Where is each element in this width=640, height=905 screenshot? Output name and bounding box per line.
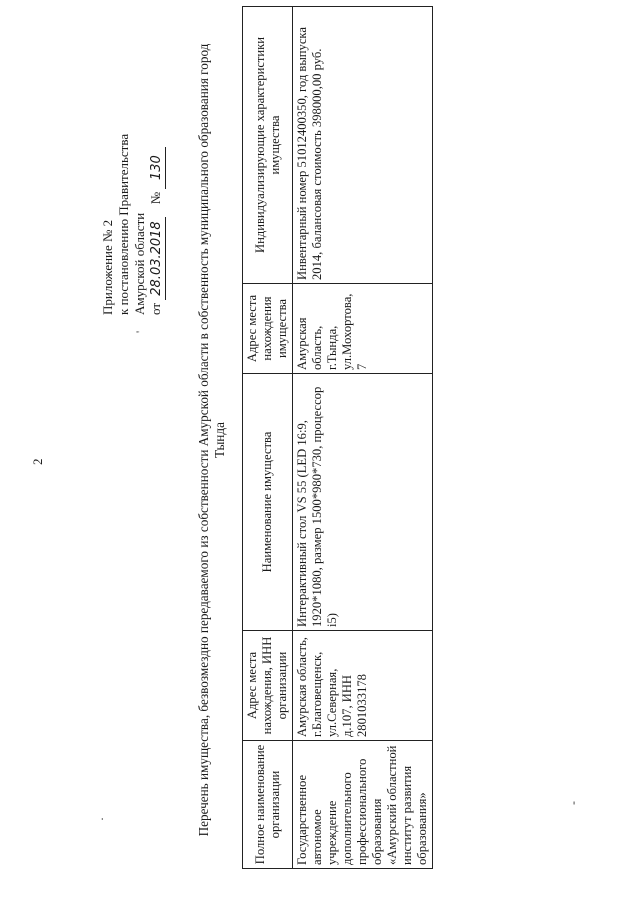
table-row [293,7,433,869]
table-header-row [243,7,293,869]
cell-asset-address: Амурская область, г.Тында, ул.Мохортова, 7 [293,284,433,374]
cell-asset-name: Интерактивный стол VS 55 (LED 16:9, 1920*1080, размер 1500*980*730, процессор i5) [293,374,433,631]
stray-mark: ' [133,330,147,333]
appendix-line-1: Приложение № 2 [100,219,115,315]
header-org-address: Адрес места нахождения, ИНН организации [243,631,293,741]
handwritten-date: 28.03.2018 [149,217,166,299]
stray-mark: · [95,817,109,821]
header-asset-address: Адрес места нахождения имущества [243,284,293,374]
document-title [196,0,228,885]
appendix-header [100,55,166,315]
cell-characteristics: Инвентарный номер 51012400350, год выпуска 2014, балансовая стоимость 398000,00 руб. [293,7,433,284]
appendix-date-line [148,55,166,315]
header-org-name: Полное наименование организации [243,741,293,869]
stray-mark: - [566,801,580,805]
handwritten-number: 130 [149,147,166,189]
appendix-line-2: к постановлению Правительства [116,133,131,315]
number-prefix: № [148,191,163,205]
date-prefix: от [148,302,163,315]
header-characteristics: Индивидуализирующие характеристики имущества [243,7,293,284]
cell-org-address: Амурская область, г.Благовещенск, ул.Северная, д.107, ИНН 2801033178 [293,631,433,741]
title-line-2: Тында [212,422,227,458]
page-number: 2 [30,458,45,465]
cell-org-name: Государственное автономое учреждение дополнительного профессионального образования «Амурский областной институт развития образования» [293,741,433,869]
header-asset-name: Наименование имущества [243,374,293,631]
appendix-line-3: Амурской области [132,212,147,315]
title-line-1: Перечень имущества, безвозмездно передаваемого из собственности Амурской области в собственность муниципального образования город [196,43,211,837]
property-table [242,6,433,869]
